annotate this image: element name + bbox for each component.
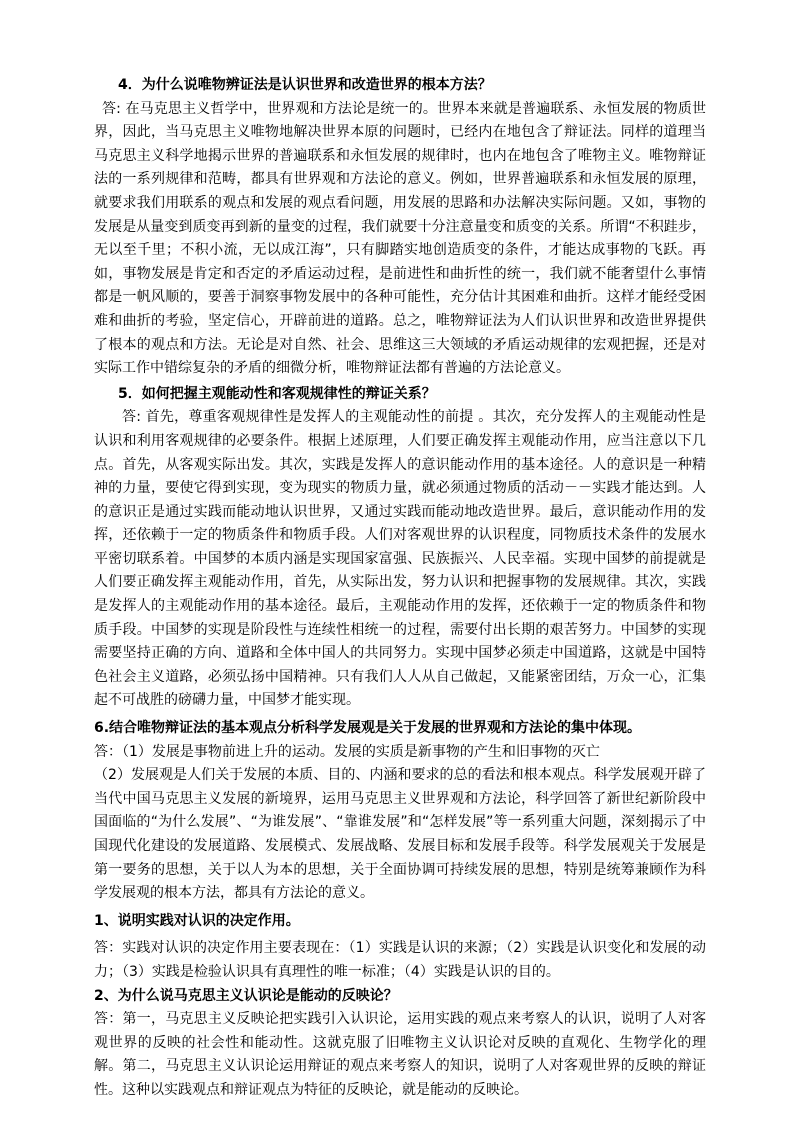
answer-paragraph-q5: 答: 首先，尊重客观规律性是发挥人的主观能动性的前提 。其次，充分发挥人的主观能动性是认识和利用客观规律的必要条件。根据上述原理，人们要正确发挥主观能动作用，应当注意以下几点。首先，从客观实际出发。其次，实践是发挥人的意识能动作用的基本途径。人的意识是一种精神的力量，要使它得到实现，变为现实的物质力量，就必须通过物质的活动－－实践才能达到。人的意识正是通过实践而能动地认识世界，又通过实践而能动地改造世界。最后，意识能动作用的发挥，还依赖于一定的物质条件和物质手段。人们对客观世界的认识程度，同物质技术条件的发展水平密切联系着。中国梦的本质内涵是实现国家富强、民族振兴、人民幸福。实现中国梦的前提就是人们要正确发挥主观能动作用，首先，从实际出发，努力认识和把握事物的发展规律。其次，实践是发挥人的主观能动作用的基本途径。最后，主观能动作用的发挥，还依赖于一定的物质条件和物质手段。中国梦的实现是阶段性与连续性相统一的过程，需要付出长期的艰苦努力。中国梦的实现需要坚持正确的方向、道路和全体中国人的共同努力。实现中国梦必须走中国道路，这就是中国特色社会主义道路，必须弘扬中国精神。只有我们人人从自己做起，又能紧密团结，万众一心，汇集起不可战胜的磅礴力量，中国梦才能实现。 — [94, 409, 706, 709]
section-heading-practice: 1、说明实践对认识的决定作用。 — [94, 912, 300, 929]
answer-paragraph-q6-point1: 答：（1）发展是事物前进上升的运动。发展的实质是新事物的产生和旧事物的灭亡 — [94, 743, 600, 760]
section-heading-q4: 4．为什么说唯物辨证法是认识世界和改造世界的根本方法？ — [118, 77, 492, 93]
document-page — [94, 74, 706, 1103]
section-heading-q6: 6.结合唯物辩证法的基本观点分析科学发展观是关于发展的世界观和方法论的集中体现。 — [94, 720, 642, 737]
answer-paragraph-reflection: 答：第一，马克思主义反映论把实践引入认识论，运用实践的观点来考察人的认识，说明了人对客观世界的反映的社会性和能动性。这就克服了旧唯物主义认识论对反映的直观化、生物学化的理解。第二，马克思主义认识论运用辩证的观点来考察人的知识，说明了人对客观世界的反映的辩证性。这种以实践观点和辩证观点为特征的反映论，就是能动的反映论。 — [94, 1011, 706, 1098]
answer-paragraph-practice: 答：实践对认识的决定作用主要表现在：（1）实践是认识的来源；（2）实践是认识变化和发展的动力；（3）实践是检验认识具有真理性的唯一标准；（4）实践是认识的目的。 — [94, 940, 706, 980]
answer-paragraph-q6-point2: （2）发展观是人们关于发展的本质、目的、内涵和要求的总的看法和根本观点。科学发展观开辟了当代中国马克思主义发展的新境界，运用马克思主义世界观和方法论，科学回答了新世纪新阶段中国面临的“为什么发展”、“为谁发展”、“靠谁发展”和“怎样发展”等一系列重大问题，深刻揭示了中国现代化建设的发展道路、发展模式、发展战略、发展目标和发展手段等。科学发展观关于发展是第一要务的思想，关于以人为本的思想，关于全面协调可持续发展的思想，特别是统筹兼顾作为科学发展观的根本方法，都具有方法论的意义。 — [94, 767, 706, 902]
section-heading-reflection: 2、为什么说马克思主义认识论是能动的反映论？ — [94, 987, 398, 1004]
answer-paragraph-q4: 答: 在马克思主义哲学中，世界观和方法论是统一的。世界本来就是普遍联系、永恒发展的物质世界，因此，当马克思主义唯物地解决世界本原的问题时，已经内在地包含了辩证法。同样的道理当马克思主义科学地揭示世界的普遍联系和永恒发展的规律时，也内在地包含了唯物主义。唯物辩证法的一系列规律和范畴，都具有世界观和方法论的意义。例如，世界普遍联系和永恒发展的原理，就要求我们用联系的观点和发展的观点看问题，用发展的思路和办法解决实际问题。又如，事物的发展是从量变到质变再到新的量变的过程，我们就要十分注意量变和质变的关系。所谓“不积跬步，无以至千里；不积小流，无以成江海”，只有脚踏实地创造质变的条件，才能达成事物的飞跃。再如，事物发展是肯定和否定的矛盾运动过程，是前进性和曲折性的统一，我们就不能奢望什么事情都是一帆风顺的，要善于洞察事物发展中的各种可能性，充分估计其困难和曲折。这样才能经受困难和曲折的考验，坚定信心，开辟前进的道路。总之，唯物辩证法为人们认识世界和改造世界提供了根本的观点和方法。无论是对自然、社会、思维这三大领域的矛盾运动规律的宏观把握，还是对实际工作中错综复杂的矛盾的细微分析，唯物辩证法都有普遍的方法论意义。 — [94, 100, 706, 377]
section-heading-q5: 5．如何把握主观能动性和客观规律性的辩证关系？ — [118, 385, 436, 402]
